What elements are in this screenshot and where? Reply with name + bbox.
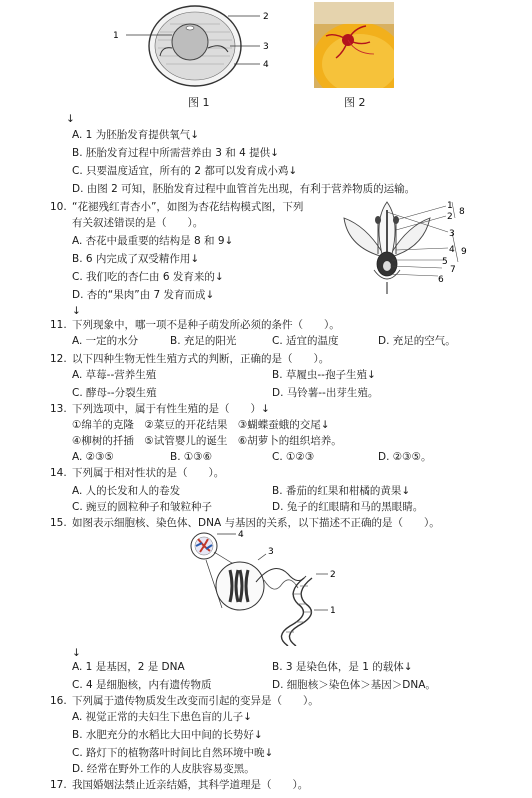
flower-label-9: 9 <box>461 247 467 257</box>
fig1-label-1: 1 <box>113 31 119 41</box>
q11-stem: 下列现象中，哪一项不是种子萌发所必须的条件（ ）。 <box>72 319 340 331</box>
q10-option-b: B. 6 内完成了双受精作用↓ <box>72 253 200 265</box>
q12-option-b: B. 草履虫--孢子生殖↓ <box>272 369 376 381</box>
q11-option-d: D. 充足的空气。 <box>378 335 456 347</box>
flower-label-3: 3 <box>449 229 455 239</box>
flower-structure-svg <box>338 196 478 294</box>
q15-option-b: B. 3 是染色体，是 1 的载体↓ <box>272 661 413 673</box>
q14-option-d: D. 兔子的红眼睛和马的黑眼睛。 <box>272 501 424 513</box>
flower-label-8: 8 <box>459 207 465 217</box>
chromosome-dna-diagram <box>178 530 348 646</box>
q12-option-d: D. 马铃薯--出芽生殖。 <box>272 387 379 399</box>
q9-option-d: D. 由图 2 可知，胚胎发育过程中血管首先出现，有利于营养物质的运输。 <box>72 183 416 195</box>
q12-stem: 以下四种生物无性生殖方式的判断，正确的是（ ）。 <box>72 353 330 365</box>
q13-option-a: A. ②③⑤ <box>72 451 114 463</box>
flower-diagram <box>338 196 478 294</box>
q16-stem: 下列属于遗传物质发生改变而引起的变异是（ ）。 <box>72 695 319 707</box>
q14-option-b: B. 番茄的红果和柑橘的黄果↓ <box>272 485 411 497</box>
q12-option-c: C. 酵母--分裂生殖 <box>72 387 157 399</box>
q13-option-c: C. ①②③ <box>272 451 315 463</box>
q15-label-1: 1 <box>330 606 336 616</box>
q15-option-d: D. 细胞核＞染色体＞基因＞DNA。 <box>272 679 436 691</box>
q10-stem-line2: 有关叙述错误的是（ ）。 <box>72 217 204 229</box>
egg-structure-diagram <box>110 2 290 94</box>
q12-number: 12. <box>50 353 67 365</box>
flower-label-2: 2 <box>447 212 453 222</box>
q13-number: 13. <box>50 403 67 415</box>
q11-option-a: A. 一定的水分 <box>72 335 139 347</box>
q14-stem: 下列属于相对性状的是（ ）。 <box>72 467 225 479</box>
q15-label-2: 2 <box>330 570 336 580</box>
q15-option-a: A. 1 是基因，2 是 DNA <box>72 661 185 673</box>
q15-number: 15. <box>50 517 67 529</box>
q13-items-line2: ④柳树的扦插 ⑤试管婴儿的诞生 ⑥胡萝卜的组织培养。 <box>72 435 342 447</box>
q9-option-b: B. 胚胎发育过程中所需营养由 3 和 4 提供↓ <box>72 147 279 159</box>
q10-option-c: C. 我们吃的杏仁由 6 发育来的↓ <box>72 271 224 283</box>
q15-option-c: C. 4 是细胞核，内有遗传物质 <box>72 679 212 691</box>
q15-marker: ↓ <box>72 647 81 659</box>
flower-label-7: 7 <box>450 265 456 275</box>
q15-label-4: 4 <box>238 530 244 540</box>
q16-option-a: A. 视觉正常的夫妇生下患色盲的儿子↓ <box>72 711 252 723</box>
q12-option-a: A. 草莓--营养生殖 <box>72 369 157 381</box>
q11-option-c: C. 适宜的温度 <box>272 335 339 347</box>
flower-label-4: 4 <box>449 245 455 255</box>
q14-number: 14. <box>50 467 67 479</box>
q14-option-a: A. 人的长发和人的卷发 <box>72 485 181 497</box>
q16-option-c: C. 路灯下的植物落叶时间比自然环境中晚↓ <box>72 747 274 759</box>
figure-1 <box>110 2 290 94</box>
flower-label-5: 5 <box>442 257 448 267</box>
q13-option-d: D. ②③⑤。 <box>378 451 432 463</box>
fig1-caption: 图 1 <box>188 96 210 109</box>
q11-option-b: B. 充足的阳光 <box>170 335 237 347</box>
q13-items-line1: ①绵羊的克隆 ②菜豆的开花结果 ③蝴蝶蚕蛾的交尾↓ <box>72 419 330 431</box>
q16-option-d: D. 经常在野外工作的人皮肤容易变黑。 <box>72 763 255 775</box>
q10-option-a: A. 杏花中最重要的结构是 8 和 9↓ <box>72 235 234 247</box>
fig1-label-2: 2 <box>263 12 269 22</box>
figure-2 <box>314 2 394 88</box>
q9-option-c: C. 只要温度适宜，所有的 2 都可以发育成小鸡↓ <box>72 165 298 177</box>
incubated-egg-photo <box>314 2 394 88</box>
q10-trail: ↓ <box>72 305 81 317</box>
fig2-caption: 图 2 <box>344 96 366 109</box>
q9-marker: ↓ <box>66 113 75 125</box>
q14-option-c: C. 豌豆的圆粒种子和皱粒种子 <box>72 501 213 513</box>
q11-number: 11. <box>50 319 67 331</box>
q15-stem: 如图表示细胞核、染色体、DNA 与基因的关系，以下描述不正确的是（ ）。 <box>72 517 440 529</box>
q10-option-d: D. 杏的“果肉”由 7 发育而成↓ <box>72 289 215 301</box>
q9-option-a: A. 1 为胚胎发育提供氧气↓ <box>72 129 199 141</box>
q10-number: 10. <box>50 201 67 213</box>
q15-label-3: 3 <box>268 547 274 557</box>
chromosome-dna-svg <box>178 530 348 646</box>
q17-number: 17. <box>50 779 67 791</box>
q13-stem: 下列选项中，属于有性生殖的是（ ）↓ <box>72 403 270 415</box>
fig1-label-3: 3 <box>263 42 269 52</box>
flower-label-1: 1 <box>447 201 453 211</box>
fig1-label-4: 4 <box>263 60 269 70</box>
flower-label-6: 6 <box>438 275 444 285</box>
q13-option-b: B. ①③⑥ <box>170 451 213 463</box>
q17-stem: 我国婚姻法禁止近亲结婚，其科学道理是（ ）。 <box>72 779 309 791</box>
q16-option-b: B. 水肥充分的水稻比大田中间的长势好↓ <box>72 729 263 741</box>
q16-number: 16. <box>50 695 67 707</box>
q10-stem-line1: “花褪残红青杏小”，如图为杏花结构模式图，下列 <box>72 201 304 213</box>
